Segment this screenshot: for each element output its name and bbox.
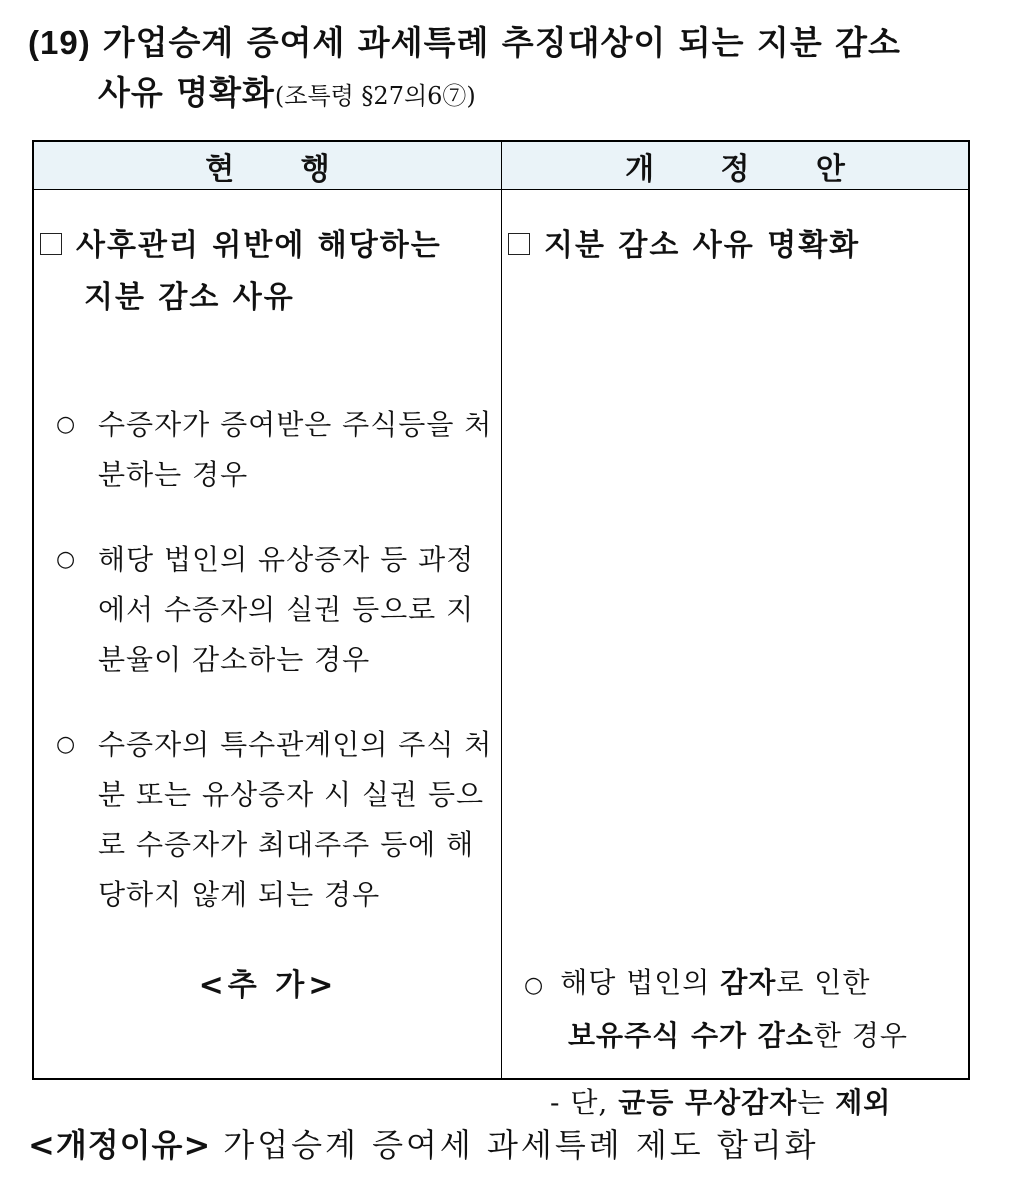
heading-reference: (조특령 §27의6⑦) xyxy=(274,82,476,110)
checkbox-square-icon xyxy=(508,233,530,255)
circle-bullet-icon: ○ xyxy=(56,547,77,572)
revised-item-part2: 감자 xyxy=(720,966,777,999)
circle-bullet-icon: ○ xyxy=(524,973,545,998)
current-list-item xyxy=(56,535,502,685)
current-box-item xyxy=(40,220,500,324)
revised-exception-bold2: 제외 xyxy=(835,1086,892,1119)
revised-item-part5: 한 경우 xyxy=(813,1019,908,1052)
revised-box-item xyxy=(508,220,968,272)
heading-line-2 xyxy=(28,68,988,121)
revision-reason xyxy=(28,1120,819,1170)
current-column xyxy=(34,190,502,1078)
revised-list-item xyxy=(524,958,964,1061)
section-heading xyxy=(28,18,988,121)
revised-exception-prefix: - 단, xyxy=(550,1086,619,1119)
revised-item-part4: 보유주식 수가 감소 xyxy=(568,1019,814,1052)
current-box-item-line1: 사후관리 위반에 해당하는 xyxy=(76,228,442,263)
current-list-item-text: 해당 법인의 유상증자 등 과정에서 수증자의 실권 등으로 지분율이 감소하는 경우 xyxy=(98,543,475,676)
heading-title-line1: 가업승계 증여세 과세특례 추징대상이 되는 지분 감소 xyxy=(102,23,901,62)
current-addition-placeholder: <추 가> xyxy=(198,968,338,1003)
current-list-item-text: 수증자의 특수관계인의 주식 처분 또는 유상증자 시 실권 등으로 수증자가 최대주주 등에 해당하지 않게 되는 경우 xyxy=(98,728,493,911)
revised-item-part1: 해당 법인의 xyxy=(560,966,721,999)
revised-exception-mid: 는 xyxy=(797,1086,836,1119)
circle-bullet-icon: ○ xyxy=(56,412,77,437)
revised-column xyxy=(502,190,968,1119)
comparison-table xyxy=(32,140,970,1119)
current-list-item xyxy=(56,400,502,500)
circle-bullet-icon: ○ xyxy=(56,732,77,757)
header-revised: 개 정 안 xyxy=(502,142,968,190)
current-list-item xyxy=(56,720,502,920)
revised-item-part3: 로 인한 xyxy=(776,966,871,999)
heading-title-line2: 사유 명확화 xyxy=(98,73,275,112)
revised-exception-bold1: 균등 무상감자 xyxy=(618,1086,798,1119)
reason-label: <개정이유> xyxy=(28,1126,212,1164)
current-list-item-text: 수증자가 증여받은 주식등을 처분하는 경우 xyxy=(98,408,493,491)
revised-box-item-text: 지분 감소 사유 명확화 xyxy=(544,228,861,263)
heading-number: (19) xyxy=(28,24,91,61)
heading-line-1 xyxy=(28,18,988,68)
reason-text: 가업승계 증여세 과세특례 제도 합리화 xyxy=(223,1126,819,1164)
header-current: 현 행 xyxy=(34,142,502,190)
checkbox-square-icon xyxy=(40,233,62,255)
current-box-item-line2: 지분 감소 사유 xyxy=(84,280,295,315)
